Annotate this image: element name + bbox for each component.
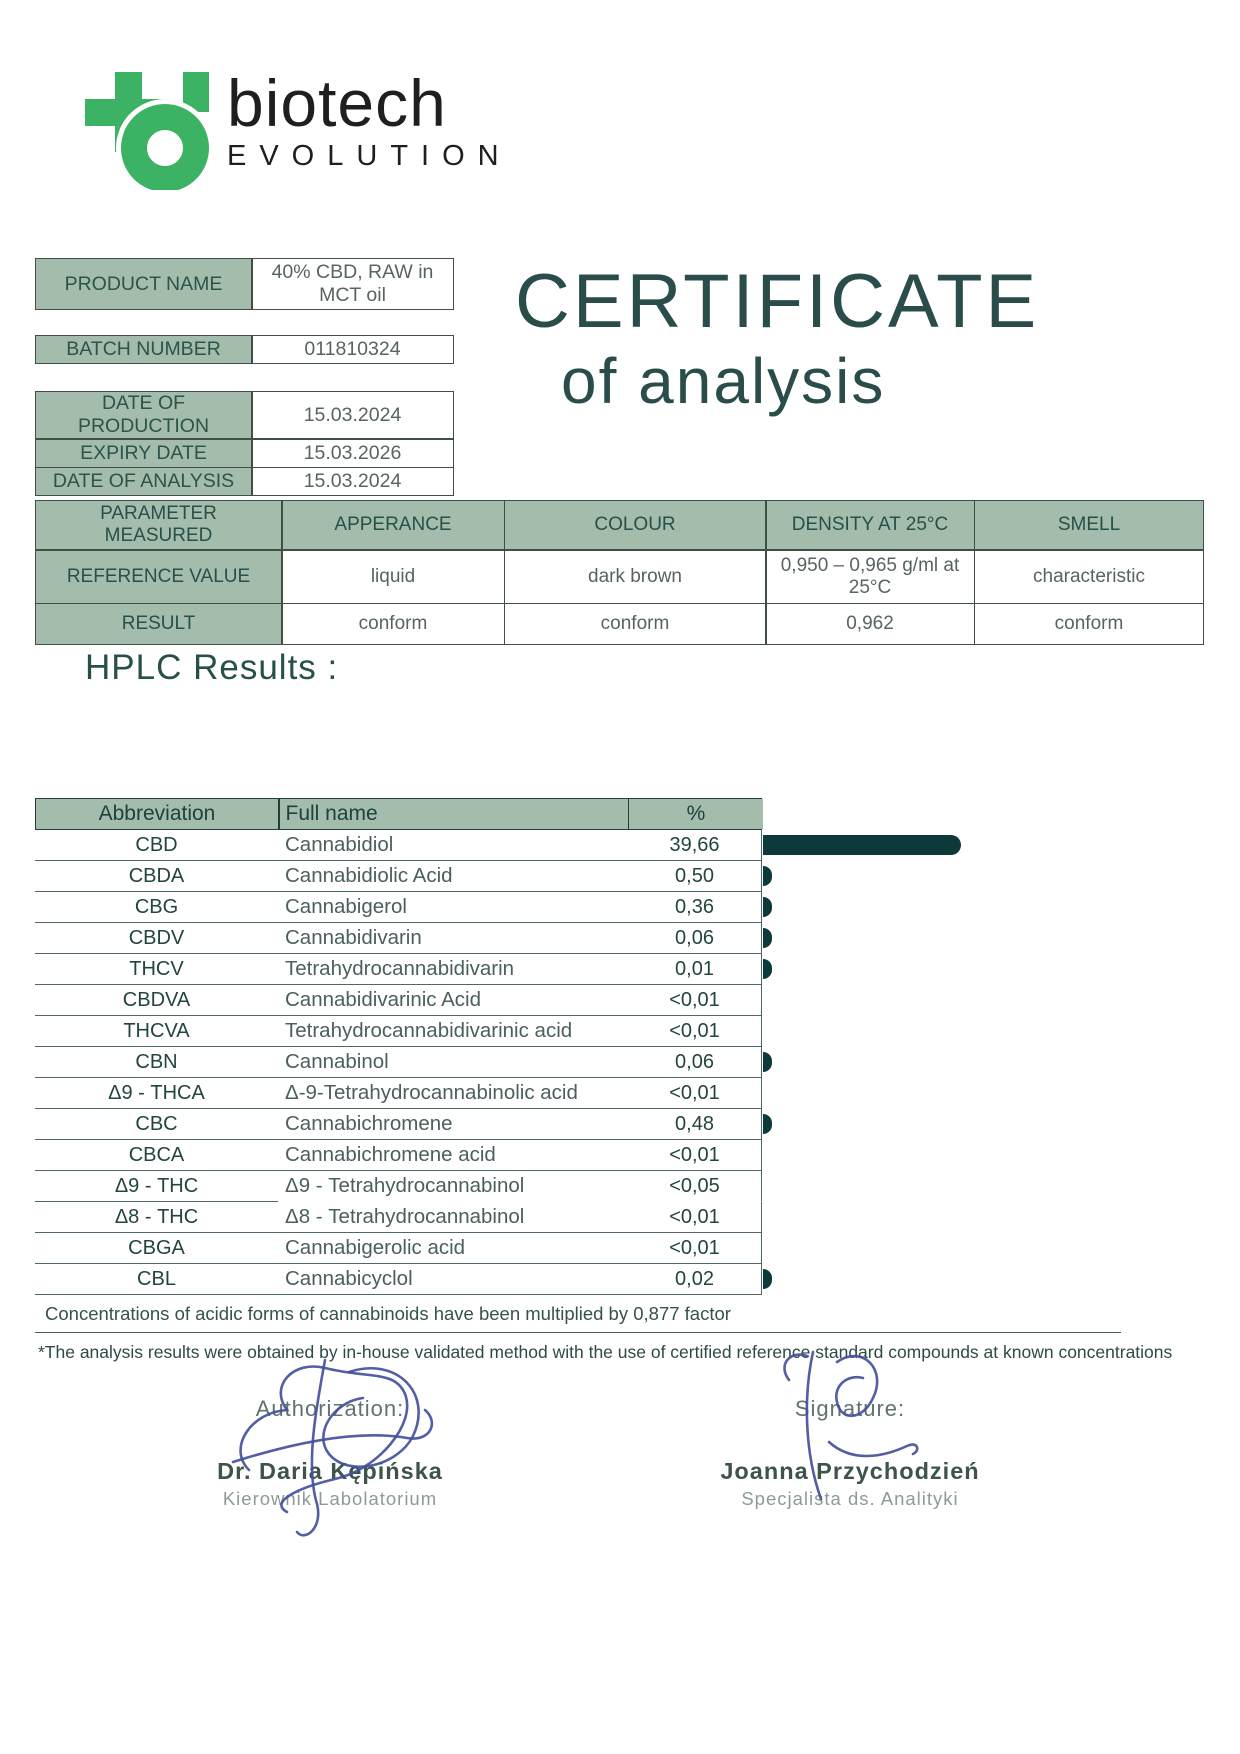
hplc-table-row [35, 830, 762, 861]
cannabinoid-full-name: Cannabigerol [285, 895, 407, 918]
cannabinoid-abbreviation: CBDV [128, 926, 185, 949]
hplc-header-abbreviation: Abbreviation [36, 799, 278, 829]
cannabinoid-abbreviation: THCV [129, 957, 184, 980]
hplc-table-row [35, 1140, 762, 1171]
authorization-role: Kierownik Labolatorium [222, 1488, 438, 1509]
product-name-value: 40% CBD, RAW in MCT oil [253, 259, 453, 309]
authorization-block [120, 1396, 540, 1510]
result-label: RESULT [36, 604, 281, 644]
cannabinoid-full-name: Δ9 - Tetrahydrocannabinol [285, 1174, 525, 1197]
percent-value-bar [763, 1114, 772, 1134]
hplc-table-row [35, 1016, 762, 1047]
expiry-date-value: 15.03.2026 [253, 440, 453, 467]
reference-density: 0,950 – 0,965 g/ml at 25°C [767, 551, 974, 603]
cannabinoid-percent: <0,01 [669, 1081, 720, 1104]
hplc-table-row [35, 954, 762, 985]
cannabinoid-percent: 0,50 [675, 864, 714, 887]
cannabinoid-abbreviation: Δ9 - THC [114, 1174, 199, 1197]
title-line2: of analysis [561, 345, 886, 417]
result-smell: conform [975, 604, 1203, 644]
hplc-table-row [35, 985, 762, 1016]
cannabinoid-abbreviation: Δ8 - THC [114, 1205, 199, 1228]
brand-subtitle: EVOLUTION [227, 140, 512, 172]
cannabinoid-percent: 0,48 [675, 1112, 714, 1135]
percent-value-bar [763, 1052, 772, 1072]
result-apperance: conform [283, 604, 504, 644]
cannabinoid-percent: <0,01 [669, 1205, 720, 1228]
cannabinoid-percent: <0,01 [669, 988, 720, 1011]
param-header-density: DENSITY AT 25°C [767, 501, 974, 549]
date-of-production-label: DATE OF PRODUCTION [36, 392, 251, 438]
footnote-divider [35, 1332, 1121, 1333]
biotech-logo-icon [85, 72, 213, 190]
date-of-analysis-value: 15.03.2024 [253, 468, 453, 495]
cannabinoid-abbreviation: CBG [134, 895, 179, 918]
param-header-apperance: APPERANCE [283, 501, 504, 549]
dates-box [35, 391, 454, 496]
hplc-table-row [35, 1171, 762, 1202]
logo [85, 66, 512, 190]
date-of-production-value: 15.03.2024 [253, 392, 453, 438]
cannabinoid-abbreviation: CBC [135, 1112, 178, 1135]
batch-number-box [35, 335, 454, 364]
percent-value-bar [763, 897, 772, 917]
cannabinoid-percent: 39,66 [669, 833, 720, 856]
signature-block [640, 1396, 1060, 1510]
cannabinoid-full-name: Cannabicyclol [285, 1267, 413, 1290]
cannabinoid-abbreviation: CBL [137, 1267, 176, 1290]
hplc-results-heading: HPLC Results : [85, 648, 339, 687]
cannabinoid-abbreviation: CBCA [128, 1143, 185, 1166]
hplc-table-row [35, 1078, 762, 1109]
signature-role: Specjalista ds. Analityki [741, 1488, 959, 1509]
parameters-table [35, 500, 1204, 645]
hplc-table-row [35, 892, 762, 923]
reference-apperance: liquid [283, 551, 504, 603]
title-line1: CERTIFICATE [515, 259, 1040, 344]
reference-value-label: REFERENCE VALUE [36, 551, 281, 603]
cannabinoid-percent: 0,01 [675, 957, 714, 980]
signature-caption: Signature: [794, 1396, 906, 1421]
cannabinoid-abbreviation: CBN [135, 1050, 178, 1073]
hplc-table-row [35, 923, 762, 954]
certificate-title [515, 259, 1115, 417]
batch-number-value: 011810324 [253, 336, 453, 363]
product-name-box [35, 258, 454, 310]
product-name-label: PRODUCT NAME [36, 259, 251, 309]
cannabinoid-full-name: Δ-9-Tetrahydrocannabinolic acid [285, 1081, 578, 1104]
cannabinoid-full-name: Cannabichromene acid [285, 1143, 496, 1166]
cannabinoid-full-name: Cannabidivarin [285, 926, 422, 949]
percent-value-bar [763, 835, 961, 855]
cannabinoid-abbreviation: THCVA [123, 1019, 190, 1042]
percent-value-bar [763, 928, 772, 948]
param-header-smell: SMELL [975, 501, 1203, 549]
percent-value-bar [763, 866, 772, 886]
hplc-table [35, 798, 762, 1295]
signature-name: Joanna Przychodzień [720, 1458, 980, 1484]
hplc-table-row [35, 1233, 762, 1264]
hplc-table-row [35, 861, 762, 892]
cannabinoid-full-name: Tetrahydrocannabidivarinic acid [285, 1019, 573, 1042]
reference-smell: characteristic [975, 551, 1203, 603]
authorization-caption: Authorization: [255, 1396, 405, 1421]
cannabinoid-percent: 0,02 [675, 1267, 714, 1290]
hplc-table-row [35, 1202, 762, 1233]
result-colour: conform [505, 604, 765, 644]
cannabinoid-percent: <0,05 [669, 1174, 720, 1197]
cannabinoid-full-name: Δ8 - Tetrahydrocannabinol [285, 1205, 525, 1228]
cannabinoid-percent: <0,01 [669, 1019, 720, 1042]
hplc-header-fullname: Full name [280, 799, 628, 829]
param-header-colour: COLOUR [505, 501, 765, 549]
authorization-name: Dr. Daria Kępińska [217, 1458, 443, 1484]
cannabinoid-abbreviation: CBGA [128, 1236, 185, 1259]
param-header-parameter: PARAMETER MEASURED [36, 501, 281, 549]
cannabinoid-abbreviation: CBD [135, 833, 178, 856]
batch-number-label: BATCH NUMBER [36, 336, 251, 363]
percent-value-bar [763, 959, 772, 979]
cannabinoid-full-name: Cannabichromene [285, 1112, 453, 1135]
hplc-table-row [35, 1047, 762, 1078]
cannabinoid-abbreviation: CBDA [128, 864, 185, 887]
cannabinoid-full-name: Cannabidiolic Acid [285, 864, 453, 887]
result-density: 0,962 [767, 604, 974, 644]
cannabinoid-full-name: Tetrahydrocannabidivarin [285, 957, 515, 980]
date-of-analysis-label: DATE OF ANALYSIS [36, 468, 251, 495]
hplc-table-row [35, 1109, 762, 1140]
cannabinoid-full-name: Cannabidiol [285, 833, 394, 856]
cannabinoid-percent: 0,36 [675, 895, 714, 918]
hplc-table-header [35, 798, 762, 830]
cannabinoid-percent: <0,01 [669, 1236, 720, 1259]
hplc-table-row [35, 1264, 762, 1295]
acidic-forms-note: Concentrations of acidic forms of cannabinoids have been multiplied by 0,877 factor [45, 1303, 731, 1324]
cannabinoid-abbreviation: CBDVA [122, 988, 191, 1011]
method-footnote: *The analysis results were obtained by in-house validated method with the use of certified reference standard compounds at known concentrations [38, 1342, 1173, 1362]
percent-value-bar [763, 1269, 772, 1289]
brand-name: biotech [227, 66, 447, 140]
cannabinoid-percent: <0,01 [669, 1143, 720, 1166]
cannabinoid-percent: 0,06 [675, 926, 714, 949]
reference-colour: dark brown [505, 551, 765, 603]
cannabinoid-abbreviation: Δ9 - THCA [108, 1081, 205, 1104]
cannabinoid-percent: 0,06 [675, 1050, 714, 1073]
expiry-date-label: EXPIRY DATE [36, 440, 251, 467]
hplc-header-percent: % [629, 799, 763, 829]
cannabinoid-full-name: Cannabinol [285, 1050, 389, 1073]
cannabinoid-full-name: Cannabidivarinic Acid [285, 988, 482, 1011]
cannabinoid-full-name: Cannabigerolic acid [285, 1236, 466, 1259]
